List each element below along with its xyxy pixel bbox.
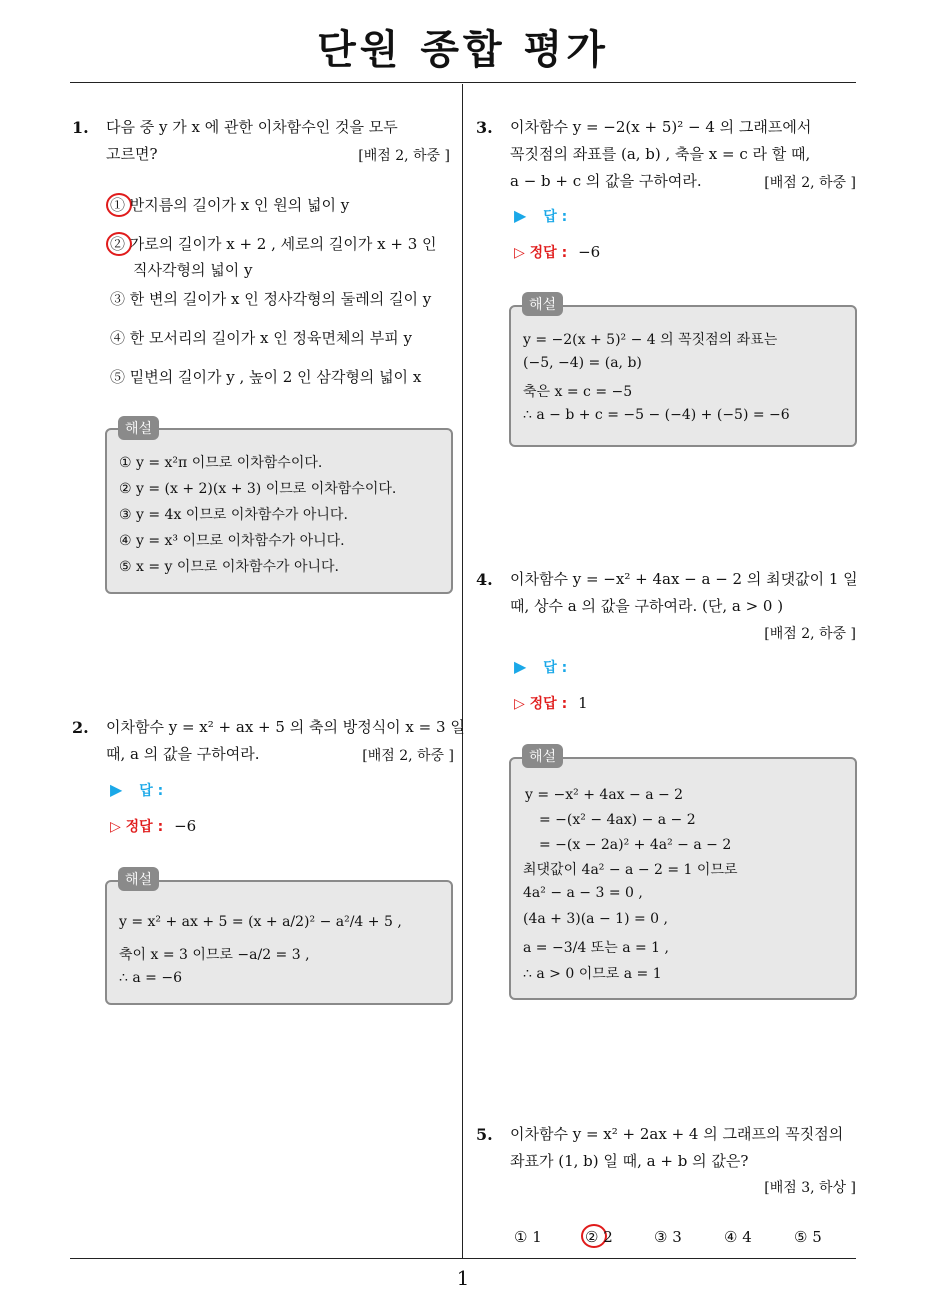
q5-option-2[interactable]: ② 2 <box>585 1228 613 1246</box>
q5-option-1[interactable]: ① 1 <box>514 1228 542 1246</box>
top-rule <box>70 82 856 83</box>
q4-answer-row <box>514 657 567 677</box>
q3-meta: [배점 2, 하중 ] <box>764 175 856 191</box>
q2-solution-line3: ∴ a = −6 <box>119 970 182 986</box>
q1-number: 1. <box>72 118 89 137</box>
q1-solution-line5: ⑤ x = y 이므로 이차함수가 아니다. <box>119 559 340 575</box>
q3-correct-label: 정답 : <box>529 245 568 261</box>
q1-option-2[interactable]: ② 가로의 길이가 x + 2 , 세로의 길이가 x + 3 인 <box>110 235 437 253</box>
q2-solution-line1: y = x² + ax + 5 = (x + a/2)² − a²/4 + 5 , <box>119 914 402 930</box>
q3-text-line3: a − b + c 의 값을 구하여라. <box>510 172 702 190</box>
q3-solution-line1: y = −2(x + 5)² − 4 의 꼭짓점의 좌표는 <box>523 332 778 348</box>
q1-option-2-cont: 직사각형의 넓이 y <box>133 261 253 279</box>
q1-option-4[interactable]: ④ 한 모서리의 길이가 x 인 정육면체의 부피 y <box>110 329 412 347</box>
q4-solution-line4: 최댓값이 4a² − a − 2 = 1 이므로 <box>523 862 738 878</box>
q3-solution-line3: 축은 x = c = −5 <box>523 384 633 400</box>
q4-solution-line3: = −(x − 2a)² + 4a² − a − 2 <box>539 837 732 853</box>
q2-answer-label: 답 : <box>139 783 164 799</box>
q4-correct-row <box>514 693 588 713</box>
q2-solution-box <box>105 880 453 1005</box>
q4-solution-tag: 해설 <box>522 744 563 768</box>
q1-option-1[interactable]: ① 반지름의 길이가 x 인 원의 넓이 y <box>110 196 350 214</box>
q1-text-line1: 다음 중 y 가 x 에 관한 이차함수인 것을 모두 <box>106 118 398 136</box>
q4-meta: [배점 2, 하중 ] <box>764 626 856 642</box>
q1-solution-tag: 해설 <box>118 416 159 440</box>
q4-answer-label: 답 : <box>543 660 568 676</box>
play-icon: ▶ <box>514 206 527 225</box>
q2-number: 2. <box>72 718 89 737</box>
play-icon: ▶ <box>110 780 123 799</box>
triangle-outline-icon: ▷ <box>514 245 525 261</box>
q5-option-5[interactable]: ⑤ 5 <box>794 1228 822 1246</box>
q4-solution-line6: (4a + 3)(a − 1) = 0 , <box>523 911 668 927</box>
q3-answer-label: 답 : <box>543 209 568 225</box>
q4-solution-line2: = −(x² − 4ax) − a − 2 <box>539 812 696 828</box>
triangle-outline-icon: ▷ <box>514 696 525 712</box>
q3-solution-box <box>509 305 857 447</box>
q3-solution-tag: 해설 <box>522 292 563 316</box>
q5-option-4[interactable]: ④ 4 <box>724 1228 752 1246</box>
q2-correct-row <box>110 816 196 836</box>
q1-solution-line4: ④ y = x³ 이므로 이차함수가 아니다. <box>119 533 345 549</box>
column-divider <box>462 84 463 1258</box>
q2-answer-row <box>110 780 163 800</box>
q3-text-line2: 꼭짓점의 좌표를 (a, b) , 축을 x = c 라 할 때, <box>510 145 811 163</box>
q2-text-line2: 때, a 의 값을 구하여라. <box>106 745 260 763</box>
q4-number: 4. <box>476 570 493 589</box>
q5-option-3[interactable]: ③ 3 <box>654 1228 682 1246</box>
page-number: 1 <box>456 1266 470 1290</box>
q3-answer-row <box>514 206 567 226</box>
q3-text-line1: 이차함수 y = −2(x + 5)² − 4 의 그래프에서 <box>510 118 812 136</box>
q1-solution-line2: ② y = (x + 2)(x + 3) 이므로 이차함수이다. <box>119 481 397 497</box>
q3-solution-line4: ∴ a − b + c = −5 − (−4) + (−5) = −6 <box>523 407 790 423</box>
q4-solution-line5: 4a² − a − 3 = 0 , <box>523 885 643 901</box>
q3-correct-value: −6 <box>578 243 601 261</box>
q2-meta: [배점 2, 하중 ] <box>362 748 454 764</box>
q3-number: 3. <box>476 118 493 137</box>
q4-text-line2: 때, 상수 a 의 값을 구하여라. (단, a > 0 ) <box>510 597 784 615</box>
q5-text-line1: 이차함수 y = x² + 2ax + 4 의 그래프의 꼭짓점의 <box>510 1125 844 1143</box>
q4-correct-label: 정답 : <box>529 696 568 712</box>
q2-text-line1: 이차함수 y = x² + ax + 5 의 축의 방정식이 x = 3 일 <box>106 718 465 736</box>
q4-solution-line1: y = −x² + 4ax − a − 2 <box>525 787 684 803</box>
triangle-outline-icon: ▷ <box>110 819 121 835</box>
q5-number: 5. <box>476 1125 493 1144</box>
q2-solution-tag: 해설 <box>118 867 159 891</box>
q4-text-line1: 이차함수 y = −x² + 4ax − a − 2 의 최댓값이 1 일 <box>510 570 858 588</box>
q1-solution-line3: ③ y = 4x 이므로 이차함수가 아니다. <box>119 507 348 523</box>
q1-text-line2: 고르면? <box>106 145 158 163</box>
q1-solution-line1: ① y = x²π 이므로 이차함수이다. <box>119 455 323 471</box>
q3-solution-line2: (−5, −4) = (a, b) <box>523 355 642 371</box>
bottom-rule <box>70 1258 856 1259</box>
q4-solution-box <box>509 757 857 1000</box>
q3-correct-row <box>514 242 600 262</box>
q4-solution-line8: ∴ a > 0 이므로 a = 1 <box>523 966 662 982</box>
q4-correct-value: 1 <box>578 694 588 712</box>
q5-text-line2: 좌표가 (1, b) 일 때, a + b 의 값은? <box>510 1152 749 1170</box>
q2-correct-value: −6 <box>174 817 197 835</box>
q5-meta: [배점 3, 하상 ] <box>764 1180 856 1196</box>
q1-option-5[interactable]: ⑤ 밑변의 길이가 y , 높이 2 인 삼각형의 넓이 x <box>110 368 422 386</box>
q2-solution-line2: 축이 x = 3 이므로 −a/2 = 3 , <box>119 947 310 963</box>
page-title: 단원 종합 평가 <box>317 27 609 73</box>
q1-solution-box <box>105 428 453 594</box>
q1-meta: [배점 2, 하중 ] <box>358 148 450 164</box>
q4-solution-line7: a = −3/4 또는 a = 1 , <box>523 940 669 956</box>
q1-option-3[interactable]: ③ 한 변의 길이가 x 인 정사각형의 둘레의 길이 y <box>110 290 432 308</box>
q2-correct-label: 정답 : <box>125 819 164 835</box>
play-icon: ▶ <box>514 657 527 676</box>
